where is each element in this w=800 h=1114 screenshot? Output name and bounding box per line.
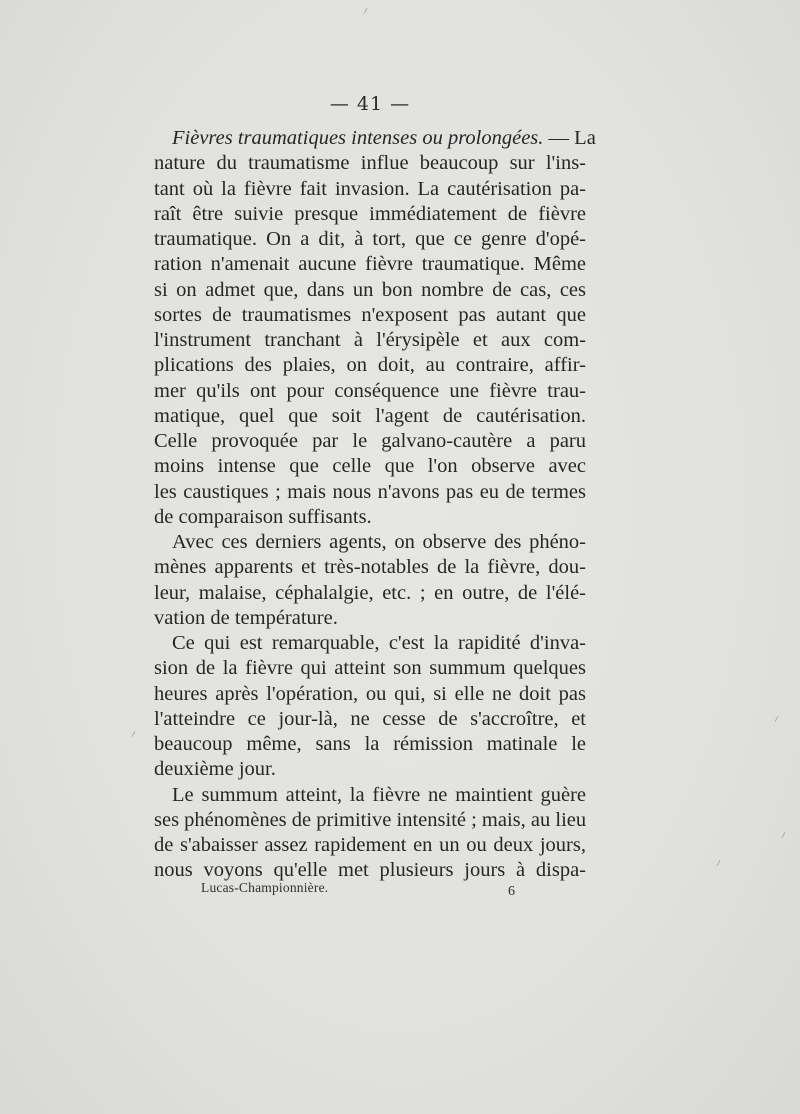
text-line-content: mènes apparents et très-notables de la fièvre, dou-	[154, 556, 586, 579]
text-line-content: — La	[548, 127, 596, 149]
text-line-content: moins intense que celle que l'on observe avec	[154, 455, 586, 478]
text-line	[154, 530, 586, 555]
text-line	[154, 783, 586, 808]
text-line	[154, 177, 586, 202]
text-line	[154, 707, 586, 732]
body-text	[154, 126, 596, 884]
footer-signature: Lucas-Championnière.	[201, 880, 329, 895]
text-line	[154, 631, 586, 656]
text-line-content: beaucoup même, sans la rémission matinale le	[154, 733, 586, 755]
page-number: — 41 —	[329, 93, 411, 115]
text-line	[154, 429, 586, 454]
text-line-content: de comparaison suffisants.	[154, 505, 372, 528]
text-line	[154, 606, 586, 631]
text-line	[154, 555, 586, 580]
text-line	[154, 126, 596, 151]
text-line	[154, 505, 586, 530]
footer-signature-number: 6	[508, 884, 515, 899]
text-line-content: deuxième jour.	[154, 758, 276, 781]
text-line-content: mer qu'ils ont pour conséquence une fièvre trau-	[154, 379, 586, 402]
text-line-content: traumatique. On a dit, à tort, que ce genre d'opé-	[154, 228, 586, 250]
text-line-content: si on admet que, dans un bon nombre de cas, ces	[154, 278, 586, 301]
text-line	[154, 581, 586, 606]
text-line	[154, 404, 586, 429]
text-line-content: Celle provoquée par le galvano-cautère a paru	[154, 430, 586, 452]
text-line	[154, 808, 586, 833]
text-line-content: raît être suivie presque immédiatement de fièvre	[154, 202, 586, 225]
text-line-content: l'atteindre ce jour-là, ne cesse de s'accroître, et	[154, 707, 586, 730]
text-line	[154, 328, 586, 353]
text-line	[154, 682, 586, 707]
text-line-content: l'instrument tranchant à l'érysipèle et aux com-	[154, 329, 586, 351]
text-line	[154, 757, 586, 782]
text-line-content: les caustiques ; mais nous n'avons pas eu de termes	[154, 480, 586, 503]
text-line	[154, 151, 586, 176]
text-line-content: matique, quel que soit l'agent de cautérisation.	[154, 404, 586, 427]
text-line	[154, 227, 586, 252]
text-line	[154, 732, 586, 757]
text-line-content: plications des plaies, on doit, au contraire, affir-	[154, 354, 586, 377]
text-line-content: Avec ces derniers agents, on observe des phéno-	[172, 531, 586, 553]
text-line	[154, 656, 586, 681]
text-line-content: Ce qui est remarquable, c'est la rapidité d'inva-	[172, 632, 586, 654]
text-line-content: tant où la fièvre fait invasion. La cautérisation pa-	[154, 177, 586, 200]
text-line	[154, 379, 586, 404]
text-line-content: ses phénomènes de primitive intensité ; mais, au lieu	[154, 808, 587, 831]
text-line	[154, 303, 586, 328]
text-line-content: nature du traumatisme influe beaucoup sur l'ins-	[154, 152, 586, 175]
text-line-content: heures après l'opération, ou qui, si elle ne doit pas	[154, 682, 586, 705]
text-line	[154, 833, 586, 858]
section-heading: Fièvres traumatiques intenses ou prolongées.	[172, 127, 544, 149]
text-line-content: sion de la fièvre qui atteint son summum quelques	[154, 657, 586, 680]
text-line	[154, 454, 586, 479]
text-line	[154, 353, 586, 378]
text-line-content: ration n'amenait aucune fièvre traumatique. Même	[154, 253, 586, 276]
text-line-content: nous voyons qu'elle met plusieurs jours à dispa-	[154, 859, 586, 882]
text-line	[154, 202, 586, 227]
text-line-content: vation de température.	[154, 606, 338, 629]
text-line-content: Le summum atteint, la fièvre ne maintient guère	[172, 783, 586, 806]
text-line-content: de s'abaisser assez rapidement en un ou deux jours,	[154, 834, 586, 856]
text-line-content: sortes de traumatismes n'exposent pas autant que	[154, 303, 586, 326]
text-line	[154, 480, 586, 505]
text-line	[154, 252, 586, 277]
text-line-content: leur, malaise, céphalalgie, etc. ; en outre, de l'élé-	[154, 581, 586, 604]
text-line	[154, 278, 586, 303]
